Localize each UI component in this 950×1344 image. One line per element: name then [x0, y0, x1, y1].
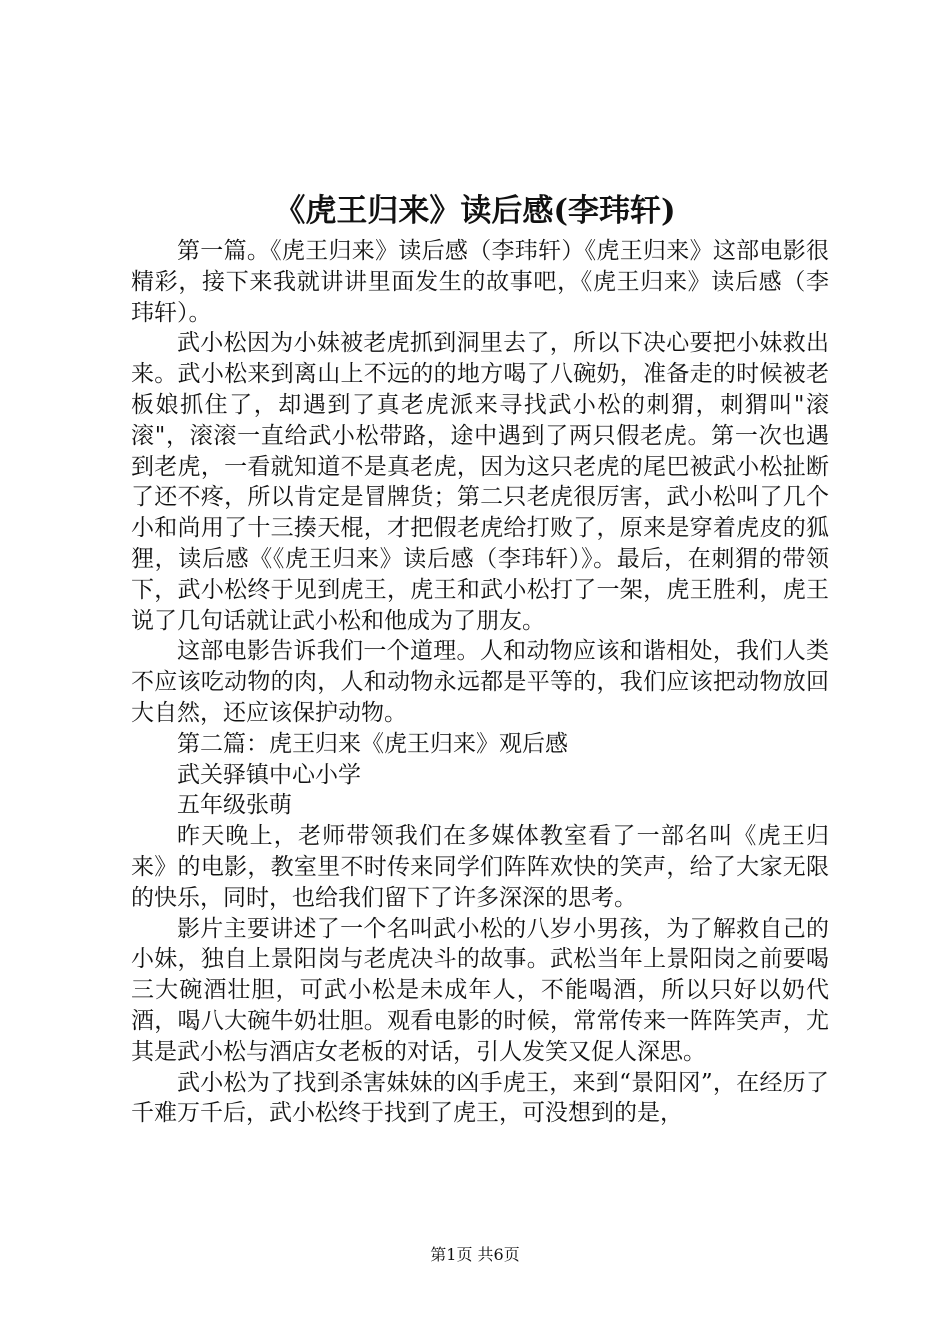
section-heading: 第二篇：虎王归来《虎王归来》观后感 — [177, 730, 568, 757]
paragraph: 这部电影告诉我们一个道理。人和动物应该和谐相处，我们人类不应该吃动物的肉，人和动物永远都是平等的，我们应该把动物放回大自然，还应该保护动物。 — [131, 638, 829, 726]
paragraph: 武小松因为小妹被老虎抓到洞里去了，所以下决心要把小妹救出来。武小松来到离山上不远的的地方喝了八碗奶，准备走的时候被老板娘抓住了，却遇到了真老虎派来寻找武小松的刺猬，刺猬叫"滚滚"，滚滚一直给武小松带路，途中遇到了两只假老虎。第一次也遇到老虎，一看就知道不是真老虎，因为这只老虎的尾巴被武小松扯断了还不疼，所以肯定是冒牌货；第二只老虎很厉害，武小松叫了几个小和尚用了十三揍天棍，才把假老虎给打败了，原来是穿着虎皮的狐狸，读后感《《虎王归来》读后感（李玮轩）》。最后，在刺猬的带领下，武小松终于见到虎王，虎王和武小松打了一架，虎王胜利，虎王说了几句话就让武小松和他成为了朋友。 — [131, 330, 829, 634]
paragraph: 第一篇。《虎王归来》读后感（李玮轩）《虎王归来》这部电影很精彩，接下来我就讲讲里面发生的故事吧，《虎王归来》读后感（李玮轩）。 — [131, 238, 829, 326]
author-school: 武关驿镇中心小学 — [177, 761, 361, 788]
page-number-footer: 第1页 共6页 — [430, 1245, 520, 1264]
author-name: 五年级张萌 — [177, 792, 292, 819]
paragraph: 昨天晚上，老师带领我们在多媒体教室看了一部名叫《虎王归来》的电影，教室里不时传来同学们阵阵欢快的笑声，给了大家无限的快乐，同时，也给我们留下了许多深深的思考。 — [131, 823, 829, 911]
paragraph: 影片主要讲述了一个名叫武小松的八岁小男孩，为了解救自己的小妹，独自上景阳岗与老虎决斗的故事。武松当年上景阳岗之前要喝三大碗酒壮胆，可武小松是未成年人，不能喝酒，所以只好以奶代酒，喝八大碗牛奶壮胆。观看电影的时候，常常传来一阵阵笑声，尤其是武小松与酒店女老板的对话，引人发笑又促人深思。 — [131, 915, 829, 1065]
document-title: 《虎王归来》读后感(李玮轩) — [274, 193, 676, 229]
document-body — [131, 236, 829, 1129]
paragraph: 武小松为了找到杀害妹妹的凶手虎王，来到“景阳冈”，在经历了千难万千后，武小松终于找到了虎王，可没想到的是， — [131, 1069, 829, 1127]
